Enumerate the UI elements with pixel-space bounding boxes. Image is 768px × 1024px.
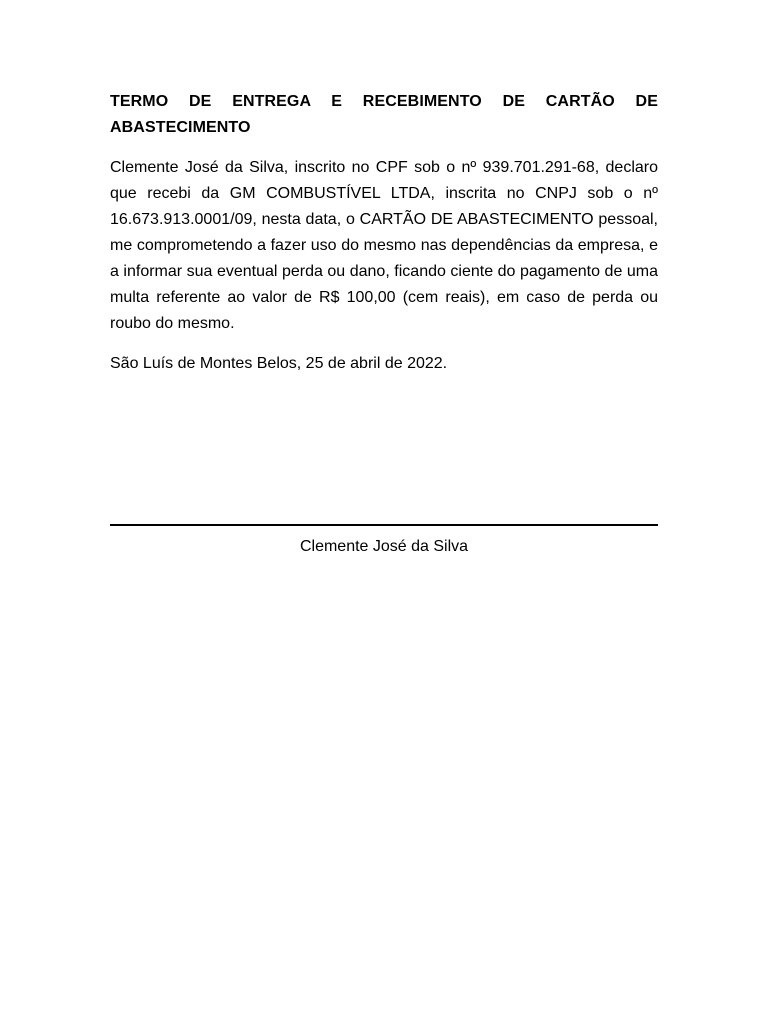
declaration-paragraph: Clemente José da Silva, inscrito no CPF sob o nº 939.701.291-68, declaro que recebi da GM COMBUSTÍVEL LTDA, inscrita no CNPJ sob o nº 16.673.913.0001/09, nesta data, o CARTÃO DE ABASTECIMENTO pessoal, me comprometendo a fazer uso do mesmo nas dependências da empresa, e a informar sua eventual perda ou dano, ficando ciente do pagamento de uma multa referente ao valor de R$ 100,00 (cem reais), em caso de perda ou roubo do mesmo. [110,159,658,332]
signature-line [110,524,658,526]
document-title: TERMO DE ENTREGA E RECEBIMENTO DE CARTÃO DE ABASTECIMENTO [110,93,658,136]
document-content [110,89,658,377]
signature-name: Clemente José da Silva [299,538,469,555]
place-date: São Luís de Montes Belos, 25 de abril de 2022. [110,355,448,372]
